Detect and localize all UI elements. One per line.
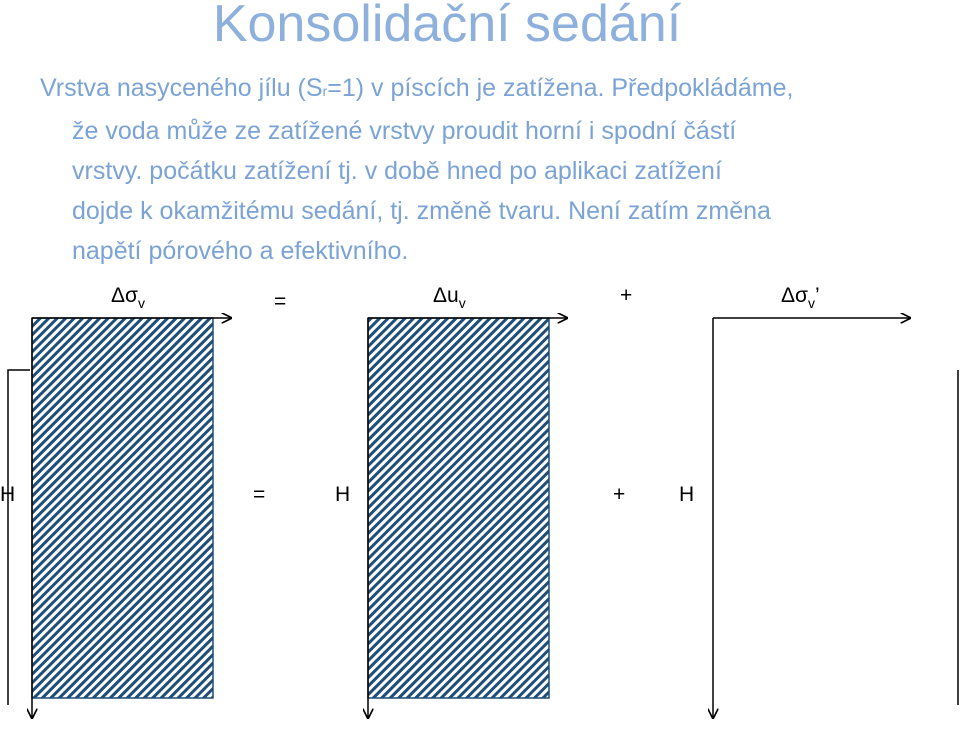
effective-stress-prime: ’ — [815, 284, 820, 307]
paragraph-line-2: že voda může ze zatížené vrstvy proudit horní i spodní částí — [72, 117, 737, 145]
thickness-label-2: H — [335, 483, 351, 506]
pore-pressure-subscript: v — [458, 295, 466, 311]
total-stress-block — [32, 318, 213, 698]
equals-sign-top: = — [274, 290, 287, 313]
paragraph-line-4: dojde k okamžitému sedání, tj. změně tvaru. Není zatím změna — [72, 197, 771, 225]
pore-pressure-symbol: Δu — [433, 284, 459, 307]
effective-stress-subscript: v — [808, 295, 815, 311]
pore-pressure-block — [368, 318, 549, 698]
line1-pre: Vrstva nasyceného jílu (S — [40, 74, 323, 102]
plus-sign-mid: + — [613, 483, 626, 506]
equals-sign-mid: = — [253, 483, 266, 506]
plus-sign-top: + — [620, 284, 633, 307]
total-stress-symbol: Δσ — [111, 284, 138, 307]
paragraph-line-5: napětí pórového a efektivního. — [72, 237, 409, 265]
line1-post: =1) v píscích je zatížena. Předpokládáme, — [327, 74, 794, 102]
thickness-label-3: H — [679, 483, 695, 506]
pore-pressure-label — [433, 284, 466, 311]
thickness-label-1: H — [0, 483, 16, 506]
line1-subscript: r — [322, 83, 328, 99]
total-stress-subscript: v — [138, 295, 145, 311]
total-stress-label — [111, 284, 145, 311]
page-title: Konsolidační sedání — [212, 0, 682, 53]
layer-outline-left — [8, 370, 30, 705]
effective-stress-label — [781, 284, 820, 311]
effective-stress-symbol: Δσ — [781, 284, 808, 307]
paragraph-line-3: vrstvy. počátku zatížení tj. v době hned po aplikaci zatížení — [72, 157, 722, 185]
